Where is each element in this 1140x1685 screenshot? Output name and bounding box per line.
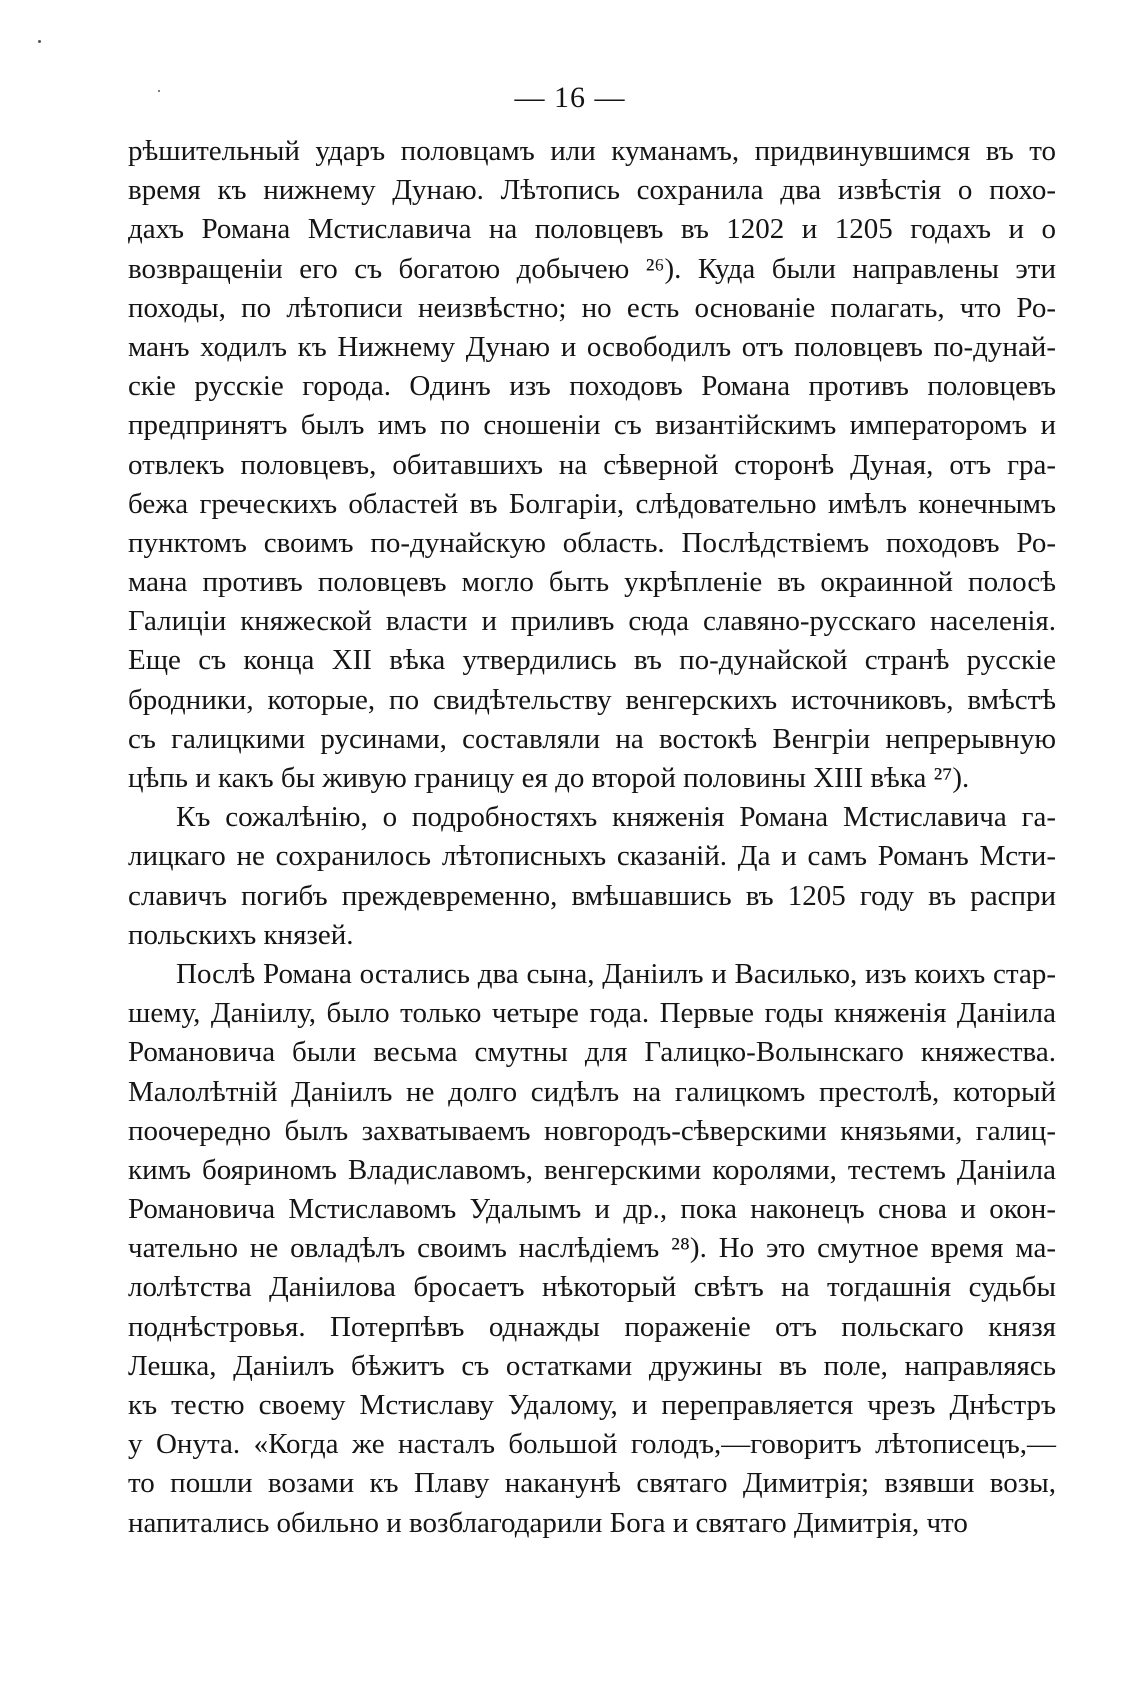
text-line: бежа греческихъ областей въ Болгаріи, слѣдовательно имѣлъ конечнымъ <box>128 487 1056 520</box>
text-line: лолѣтства Даніилова бросаетъ нѣкоторый свѣтъ на тогдашнія судьбы <box>128 1271 1056 1304</box>
text-line: походы, по лѣтописи неизвѣстно; но есть основаніе полагать, что Ро- <box>128 291 1056 324</box>
text-line: лицкаго не сохранилось лѣтописныхъ сказаній. Да и самъ Романъ Мсти- <box>128 840 1056 873</box>
text-line: время къ нижнему Дунаю. Лѣтопись сохранила два извѣстія о похо- <box>128 174 1056 207</box>
text-line: поднѣстровья. Потерпѣвъ однажды пораженіе отъ польскаго князя <box>128 1310 1056 1343</box>
paragraph <box>128 955 1056 1543</box>
text-line: дахъ Романа Мстиславича на половцевъ въ 1202 и 1205 годахъ и о <box>128 213 1056 246</box>
text-line: Романовича были весьма смутны для Галицко-Волынскаго княжества. <box>128 1036 1056 1069</box>
text-line: Послѣ Романа остались два сына, Даніилъ и Василько, изъ коихъ стар- <box>176 957 1056 990</box>
text-line: съ галицкими русинами, составляли на востокѣ Венгріи непрерывную <box>128 722 1056 755</box>
text-line: Еще съ конца XII вѣка утвердились въ по-дунайской странѣ русскіе <box>128 644 1056 677</box>
text-line: Малолѣтній Даніилъ не долго сидѣлъ на галицкомъ престолѣ, который <box>128 1075 1056 1108</box>
text-line: цѣпь и какъ бы живую границу ея до второй половины XIII вѣка ²⁷). <box>128 762 970 794</box>
text-line: польскихъ князей. <box>128 918 354 951</box>
page-number: — 16 — <box>514 81 626 114</box>
text-line: пунктомъ своимъ по-дунайскую область. Послѣдствіемъ походовъ Ро- <box>128 526 1056 559</box>
text-line: предпринятъ былъ имъ по сношеніи съ византійскимъ императоромъ и <box>128 409 1056 442</box>
text-line: Лешка, Даніилъ бѣжитъ съ остатками дружины въ поле, направляясь <box>128 1349 1056 1382</box>
text-line: къ тестю своему Мстиславу Удалому, и переправляется чрезъ Днѣстръ <box>128 1389 1056 1421</box>
text-line: напитались обильно и возблагодарили Бога и святаго Димитрія, что <box>128 1506 968 1539</box>
text-line: скіе русскіе города. Одинъ изъ походовъ Романа противъ половцевъ <box>128 370 1056 403</box>
text-line: Галиціи княжеской власти и приливъ сюда славяно-русскаго населенія. <box>128 605 1056 638</box>
text-line: чательно не овладѣлъ своимъ наслѣдіемъ ²⁸). Но это смутное время ма- <box>128 1232 1056 1265</box>
text-line: поочередно былъ захватываемъ новгородъ-сѣверскими князьями, галиц- <box>128 1114 1056 1147</box>
text-line: отвлекъ половцевъ, обитавшихъ на сѣверной сторонѣ Дуная, отъ гра- <box>128 448 1056 481</box>
text-line: у Онута. «Когда же насталъ большой голодъ,—говоритъ лѣтописецъ,— <box>128 1428 1056 1461</box>
body-text <box>128 132 1056 1543</box>
text-line: кимъ бояриномъ Владиславомъ, венгерскими королями, тестемъ Даніила <box>128 1153 1056 1186</box>
text-line: манъ ходилъ къ Нижнему Дунаю и освободилъ отъ половцевъ по-дунай- <box>128 330 1056 363</box>
text-line: славичъ погибъ преждевременно, вмѣшавшись въ 1205 году въ распри <box>128 879 1056 912</box>
scan-speck <box>38 40 41 43</box>
text-line: Романовича Мстиславомъ Удалымъ и др., пока наконецъ снова и окон- <box>128 1193 1056 1226</box>
text-line: рѣшительный ударъ половцамъ или куманамъ, придвинувшимся въ то <box>128 135 1056 167</box>
text-line: бродники, которые, по свидѣтельству венгерскихъ источниковъ, вмѣстѣ <box>128 683 1056 716</box>
paragraph <box>128 132 1056 798</box>
text-line: возвращеніи его съ богатою добычею ²⁶). Куда были направлены эти <box>128 252 1056 285</box>
text-line: шему, Даніилу, было только четыре года. Первые годы княженія Даніила <box>128 997 1056 1030</box>
text-line: то пошли возами къ Плаву наканунѣ святаго Димитрія; взявши возы, <box>128 1467 1056 1500</box>
paragraph <box>128 798 1056 955</box>
text-line: мана противъ половцевъ могло быть укрѣпленіе въ окраинной полосѣ <box>128 566 1056 599</box>
text-line: Къ сожалѣнію, о подробностяхъ княженія Романа Мстиславича га- <box>176 801 1056 834</box>
